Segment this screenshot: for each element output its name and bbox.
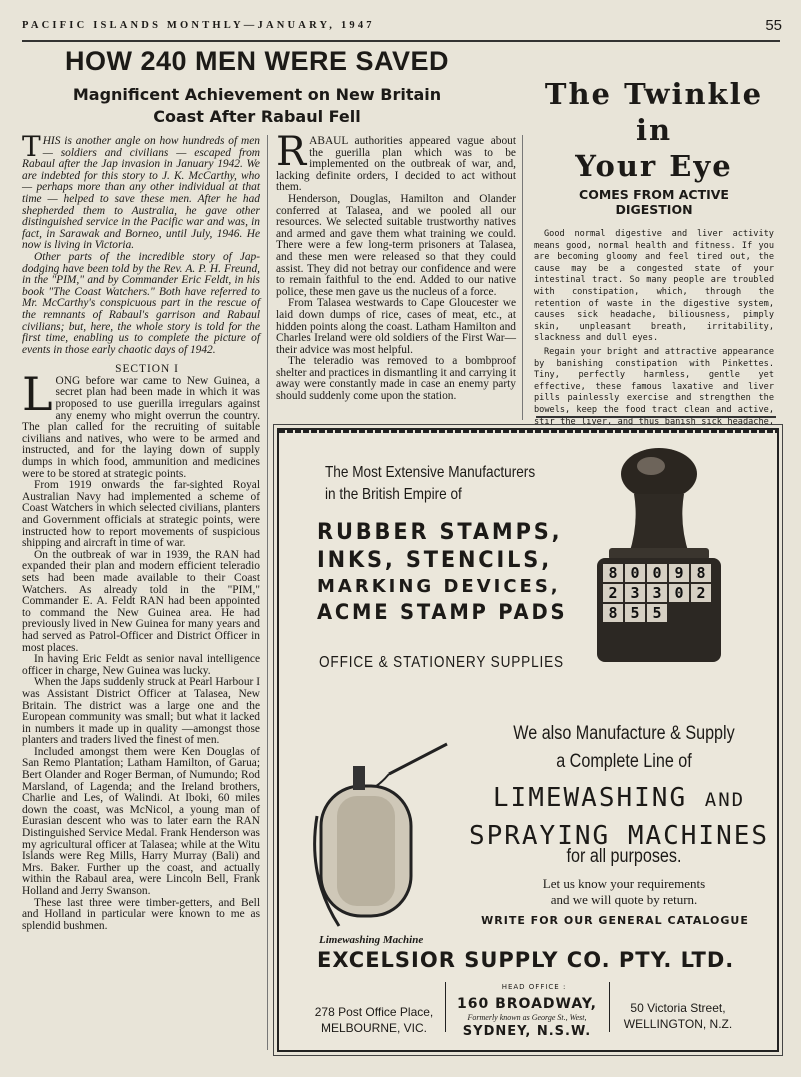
page-number: 55 — [765, 17, 782, 34]
running-title: PACIFIC ISLANDS MONTHLY—JANUARY, 1947 — [22, 20, 375, 31]
ad-address-divider-1 — [445, 982, 446, 1032]
col2-paragraph-3: From Talasea westwards to Cape Gloucester we laid down dumps of rice, cases of meat, etc., at hidden points along the coast. Latham Hamilton and Charles Ireland were old soldiers of the First War—their advice was most helpful. — [276, 297, 516, 356]
ad-product-marking-devices: MARKING DEVICES, — [317, 576, 561, 597]
excelsior-advertisement — [277, 428, 779, 1052]
ad-dashed-border — [279, 430, 777, 433]
ad-sydney-line-1: 160 BROADWAY, — [457, 996, 597, 1012]
twinkle-subtitle — [528, 187, 780, 217]
ad-company-name: EXCELSIOR SUPPLY CO. PTY. LTD. — [317, 948, 735, 972]
column-rule-2 — [522, 135, 523, 420]
col2-paragraph-2: Henderson, Douglas, Hamilton and Olander conferred at Talasea, and we pooled all our resources. We selected suitable trustworthy natives and armed and gave them what training we could. There were a few long-term prisoners at Talasea, and these men were released so that they could assist. They did not betray our confidence and were to remain faithful to the end. Added to our native police, these men gave us the nucleus of a force. — [276, 192, 516, 298]
twinkle-paragraph-2: Regain your bright and attractive appearance by banishing constipation with Pinkettes. Tiny, perfectly harmless, gentle yet effective, these famous laxative and liver pills painlessly exercise and strengthen the bowels, keep the food tract clean and active, stir the liver, and thus banish sick headache, — [534, 346, 774, 427]
rubber-stamp-illustration — [589, 444, 729, 666]
col2-paragraph-4: The teleradio was removed to a bombproof shelter and practices in dismantling it and carrying it away were constantly made in case an enemy party should suddenly come upon the station. — [276, 355, 516, 403]
ad-intro-text — [325, 462, 535, 506]
article-column-2 — [276, 129, 516, 403]
ad-also-line-2: a Complete Line of — [556, 751, 692, 772]
ad-for-all-purposes: for all purposes. — [566, 846, 682, 867]
ad-requirements-line-2: and we will quote by return. — [550, 892, 698, 907]
body-paragraph-3: On the outbreak of war in 1939, the RAN had expanded their plan and modern efficient teleradio sets had been made available to their Coast Watchers. As already told in the "PIM," Commander E. A. Feldt RAN had been appointed to command the New Guinea area. He had previously lived in New Guinea for many years and had served as Patrol-Officer and District Officer in most places. — [22, 548, 260, 654]
limewashing-machine-illustration — [309, 726, 459, 932]
ad-requirements-line-1: Let us know your requirements — [542, 876, 706, 891]
article-column-1 — [22, 130, 260, 932]
ad-also-line-1: We also Manufacture & Supply — [513, 723, 735, 744]
stamp-digit: 8 — [603, 564, 623, 582]
column-rule-1 — [267, 135, 268, 1050]
stamp-digit: 5 — [625, 604, 645, 622]
article-subtitle — [22, 84, 492, 128]
stamp-digit: 2 — [603, 584, 623, 602]
ad-product-inks-stencils: INKS, STENCILS, — [317, 548, 552, 573]
ad-address-wellington — [613, 1000, 743, 1032]
ad-requirements-text — [489, 876, 759, 908]
body-paragraph-2: From 1919 onwards the far-sighted Royal Australian Navy had implemented a scheme of Coast Watchers in which selected civilians, planters and Government officials at strategic points, were instructed how to report movements of suspicious shipping and aircraft in time of war. — [22, 479, 260, 550]
stamp-digit: 0 — [625, 564, 645, 582]
ad-sydney-line-2: Formerly known as George St., West, — [467, 1013, 587, 1022]
ad-melbourne-line-1: 278 Post Office Place, — [314, 1005, 434, 1019]
running-header — [22, 18, 782, 38]
ad-address-melbourne — [309, 1004, 439, 1036]
article-intro — [22, 130, 260, 356]
ad-machine-caption: Limewashing Machine — [319, 934, 424, 946]
ad-sydney-line-3: SYDNEY, N.S.W. — [462, 1024, 592, 1039]
twinkle-title-line-2: Your Eye — [575, 149, 733, 183]
ad-address-divider-2 — [609, 982, 610, 1032]
subtitle-line-2: Coast After Rabaul Fell — [153, 107, 361, 126]
twinkle-title-line-1: The Twinkle in — [544, 77, 764, 147]
twinkle-subtitle-line-1: COMES FROM ACTIVE — [579, 187, 729, 202]
ad-intro-line-2: in the British Empire of — [325, 486, 462, 503]
stamp-digit: 0 — [647, 564, 667, 582]
twinkle-paragraph-1: Good normal digestive and liver activity means good, normal health and fitness. If you are becoming gloomy and feel tired out, the cause may be a congested state of your intestinal tract. So many people are troubled with constipation, which, through the retention of waste in the digestive system, causes sick headache, biliousness, pimply skin, unpleasant breath, irritability, slackness and dull eyes. — [534, 229, 774, 344]
stamp-digit: 2 — [691, 584, 711, 602]
stamp-digit: 8 — [603, 604, 623, 622]
section-heading: SECTION I — [115, 363, 179, 376]
body-paragraph-6: Included amongst them were Ken Douglas of San Remo Plantation; Latham Hamilton, of Garua; Bert Olander and Roger Berman, of Numundo; Rod Marsland, of Lagenda; and the Ireland brothers, Charlie and Les, of Walindi. At Iboki, 60 miles down the coast, was McNicol, a young man of Eurasian descent who was to later earn the RAN Distinguished Service Medal. Frank Henderson was my agricultural officer at Talasea; while at the Witu Islands were Reg Mills, Harry Murray (Bali) and Mrs. Baker. Further up the coast, and actually within the Rabaul area, were Lincoln Bell, Frank Holland and Jerry Swanson. — [22, 745, 260, 897]
stamp-digit: 8 — [691, 564, 711, 582]
col2-drop-cap: R — [276, 129, 307, 175]
stamp-digit: 9 — [669, 564, 689, 582]
intro-drop-cap: T — [22, 130, 41, 163]
article-title: HOW 240 MEN WERE SAVED — [64, 46, 450, 76]
stamp-digit-bands — [603, 564, 715, 622]
twinkle-title — [528, 76, 780, 184]
ad-write-catalogue: WRITE FOR OUR GENERAL CATALOGUE — [481, 914, 749, 927]
ad-and-word: AND — [704, 789, 746, 811]
twinkle-bottom-rule — [536, 416, 776, 418]
stamp-digit: 3 — [625, 584, 645, 602]
col2-paragraph-1: ABAUL authorities appeared vague about the guerilla plan which was to be implemented on the outbreak of war, and, lacking definite orders, I decided to act without them. — [276, 135, 516, 194]
stamp-digit: 3 — [647, 584, 667, 602]
ad-wellington-line-1: 50 Victoria Street, — [630, 1001, 726, 1015]
ad-head-office-label: HEAD OFFICE : — [501, 983, 567, 991]
subtitle-line-1: Magnificent Achievement on New Britain — [72, 85, 442, 104]
ad-wellington-line-2: WELLINGTON, N.Z. — [623, 1017, 733, 1031]
ad-melbourne-line-2: MELBOURNE, VIC. — [320, 1021, 428, 1035]
ad-product-rubber-stamps: RUBBER STAMPS, — [317, 520, 563, 545]
ad-spraying-machines: SPRAYING MACHINES — [468, 821, 770, 851]
intro-paragraph-1: HIS is another angle on how hundreds of men — soldiers and civilians — escaped from Rabaul after the Jap invasion in January 1942. We are indebted for this story to J. K. McCarthy, who — perhaps more than any other individual at that time — helped to save these men. After he had shepherded them to Australia, he gave other distinguished service in the Pacific war and was, in fact, in Sarawak and Borneo, until July, 1946. He now is living in Victoria. — [22, 135, 260, 252]
body-paragraph-7: These last three were timber-getters, and Bell and Holland in particular were known to me as splendid bushmen. — [22, 896, 260, 932]
ad-also-manufacture — [509, 720, 739, 776]
body-paragraph-5: When the Japs suddenly struck at Pearl Harbour I was Assistant District Officer at Talasea, New Britain. The district was a large one and the European community was small; but what it lacked in numbers it made up in quality —amongst those planters and traders lived the finest of men. — [22, 676, 260, 747]
header-rule — [22, 40, 780, 42]
twinkle-subtitle-line-2: DIGESTION — [615, 202, 693, 217]
ad-address-sydney — [447, 996, 607, 1039]
ad-office-supplies: OFFICE & STATIONERY SUPPLIES — [319, 654, 564, 671]
stamp-digit: 5 — [647, 604, 667, 622]
body-paragraph-1: ONG before war came to New Guinea, a secret plan had been made in which it was proposed to use guerilla irregulars against any enemy who might overrun the country. The plan called for the recruiting of suitable civilians and natives, who were to be armed and instructed, and for the laying down of supply dumps in which food, ammunition and medicines were to be stored at strategic points. — [22, 374, 260, 480]
ad-product-acme-stamp-pads: ACME STAMP PADS — [317, 600, 568, 624]
intro-paragraph-2: Other parts of the incredible story of Jap-dodging have been told by the Rev. A. P. H. Freund, in the "PIM," and by Commander Eric Feldt, in his book "The Coast Watchers." Both have referred to Mr. McCarthy's conspicuous part in the rescue of the remnants of Rabaul's garrison and Rabaul civilians; but, here, the whole story is told for the first time, enabling us to complete the picture of events in those early chaotic days of 1942. — [22, 250, 260, 356]
body-paragraph-4: In having Eric Feldt as senior naval intelligence officer in charge, New Guinea was lucky. — [22, 653, 260, 677]
ad-limewashing-word: LIMEWASHING — [492, 783, 688, 813]
ad-intro-line-1: The Most Extensive Manufacturers — [325, 464, 536, 481]
body-drop-cap: L — [22, 366, 53, 421]
ad-limewashing-heading — [454, 780, 784, 854]
stamp-digit: 0 — [669, 584, 689, 602]
